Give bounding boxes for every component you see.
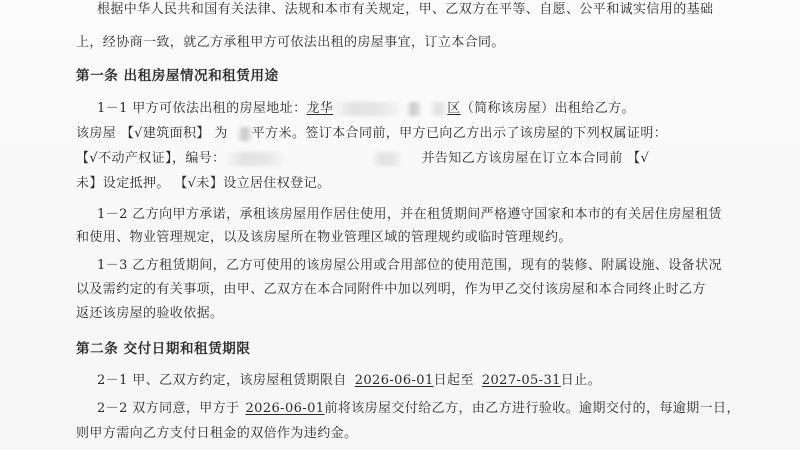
cert-prefix: 【√不动产权证】，编号： [76,151,226,166]
area-suffix: 平方米。签订本合同前，甲方已向乙方出示了该房屋的下列权属证明： [251,126,668,141]
clause-1-1 [97,100,635,118]
certificate-line [76,150,649,168]
address-start: 龙华 [306,101,334,116]
intro-line-1: 根据中华人民共和国有关法律、法规和本市有关规定，甲、乙双方在平等、自愿、公平和诚实信用的基础 [97,2,714,17]
certificate-line-2: 未】设定抵押。 【√未】设立居住权登记。 [76,176,331,191]
clause-1-1-suffix: （简称该房屋）出租给乙方。 [460,101,635,116]
clause-1-2-line-2: 和使用、物业管理规定，以及该房屋所在物业管理区域的管理规约或临时管理规约。 [76,230,572,245]
area-prefix: 该房屋 【√建筑面积】 为 [76,126,228,141]
area-line [76,125,667,143]
lease-end-date: 2027-05-31 [481,373,561,388]
handover-date: 2026-06-01 [245,401,325,416]
redacted-address-2 [407,102,421,116]
clause-1-3-line-2: 以及需约定的有关事项，由甲、乙双方在本合同附件中加以列明，作为甲乙交付该房屋和本合同终止时乙方 [76,282,706,297]
clause-2-2-prefix: 2－2 双方同意，甲方于 [97,401,240,416]
clause-2-2 [97,400,740,418]
clause-2-1 [97,372,601,390]
intro-line-2: 上，经协商一致，就乙方承租甲方可依法出租的房屋事宜，订立本合同。 [76,35,505,50]
clause-1-3-line-1: 1－3 乙方租赁期间，乙方可使用的该房屋公用或合用部位的使用范围，现有的装修、附属设施、设备状况 [97,258,722,273]
redacted-cert-number-1 [226,152,284,166]
clause-1-1-prefix: 1－1 甲方可依法出租的房屋地址： [97,101,307,116]
clause-2-1-mid: 日起至 [433,373,474,388]
clause-2-1-suffix: 日止。 [560,373,601,388]
clause-1-2-line-1: 1－2 乙方向甲方承诺，承租该房屋用作居住使用，并在租赁期间严格遵守国家和本市的有关居住房屋租赁 [97,207,722,222]
clause-2-2-suffix: 前将该房屋交付给乙方，由乙方进行验收。逾期交付的，每逾期一日， [324,401,740,416]
address-field [306,101,460,116]
lease-start-date: 2026-06-01 [354,373,434,388]
clause-1-3-line-3: 返还该房屋的验收依据。 [76,306,224,321]
redacted-address-1 [333,102,401,116]
article-2-title: 第二条 交付日期和租赁期限 [76,341,251,357]
cert-suffix: 并告知乙方该房屋在订立本合同前 【√ [421,151,650,166]
address-end: 区 [447,101,461,116]
clause-2-1-prefix: 2－1 甲、乙双方约定，该房屋租赁期限自 [97,373,347,388]
redacted-cert-number-2 [372,152,402,166]
clause-2-2-line-2: 则甲方需向乙方支付日租金的双倍作为违约金。 [76,426,358,441]
redacted-area [238,127,252,141]
redacted-address-3 [431,102,447,116]
article-1-title: 第一条 出租房屋情况和租赁用途 [76,68,279,84]
